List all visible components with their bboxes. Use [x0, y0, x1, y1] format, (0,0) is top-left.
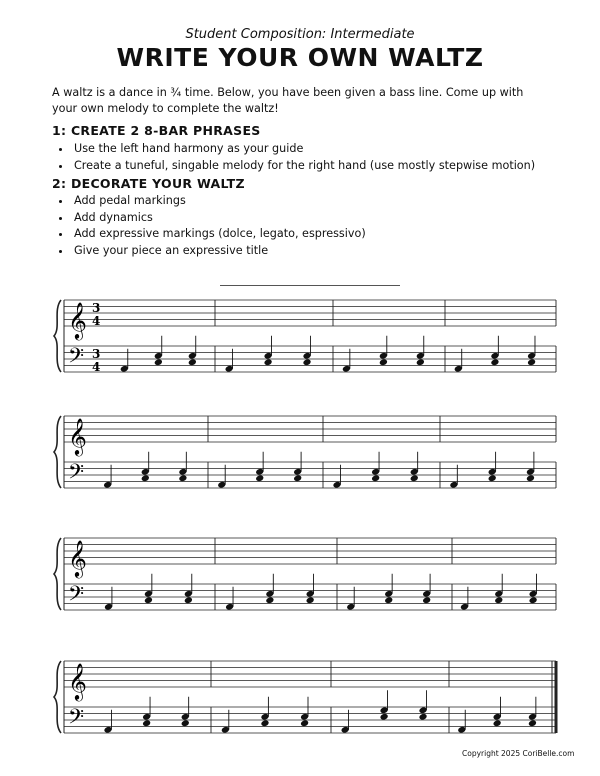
bass-clef-icon: 𝄢	[68, 459, 85, 489]
note-head	[528, 719, 537, 727]
list-item: • Create a tuneful, singable melody for the right hand (use mostly stepwise motion)	[72, 158, 535, 175]
note-head	[494, 596, 503, 604]
note-head	[260, 719, 269, 727]
note-head	[303, 358, 312, 366]
copyright: Copyright 2025 CoriBelle.com	[462, 749, 575, 758]
note-head	[493, 719, 502, 727]
list-item: • Add dynamics	[72, 210, 366, 227]
note-head	[527, 358, 536, 366]
treble-clef-icon: 𝄞	[68, 662, 87, 700]
note-head	[416, 358, 425, 366]
bass-clef-icon: 𝄢	[68, 581, 85, 611]
section-2-heading: 2: DECORATE YOUR WALTZ	[52, 176, 245, 191]
note-head	[380, 713, 389, 721]
note-head	[178, 474, 187, 482]
brace-icon	[54, 416, 61, 488]
note-head	[488, 474, 497, 482]
time-signature: 3	[92, 301, 101, 315]
intro-text: A waltz is a dance in ¾ time. Below, you have been given a bass line. Come up with your own melody to complete the waltz!	[52, 86, 524, 115]
brace-icon	[54, 661, 61, 733]
time-signature: 4	[92, 314, 101, 328]
list-item: • Add expressive markings (dolce, legato, espressivo)	[72, 226, 366, 243]
bass-clef-icon: 𝄢	[68, 704, 85, 734]
list-item: • Add pedal markings	[72, 193, 366, 210]
page-title: WRITE YOUR OWN WALTZ	[116, 43, 484, 72]
time-signature: 3	[92, 347, 101, 361]
list-item: • Give your piece an expressive title	[72, 243, 366, 260]
list-item: • Use the left hand harmony as your guide	[72, 141, 535, 158]
note-head	[379, 358, 388, 366]
note-head	[265, 596, 274, 604]
note-head	[142, 719, 151, 727]
note-head	[188, 358, 197, 366]
subtitle: Student Composition: Intermediate	[185, 27, 415, 42]
section-1-heading: 1: CREATE 2 8-BAR PHRASES	[52, 123, 261, 138]
note-head	[419, 713, 428, 721]
note-head	[181, 719, 190, 727]
note-head	[264, 358, 273, 366]
note-head	[184, 596, 193, 604]
brace-icon	[54, 300, 61, 372]
note-head	[490, 358, 499, 366]
treble-clef-icon: 𝄞	[68, 301, 87, 339]
note-head	[422, 596, 431, 604]
note-head	[255, 474, 264, 482]
treble-clef-icon: 𝄞	[68, 539, 87, 577]
note-head	[154, 358, 163, 366]
note-head	[144, 596, 153, 604]
note-head	[529, 596, 538, 604]
note-head	[293, 474, 302, 482]
bass-clef-icon: 𝄢	[68, 343, 85, 373]
note-head	[410, 474, 419, 482]
final-barline	[555, 661, 558, 733]
note-head	[384, 596, 393, 604]
note-head	[306, 596, 315, 604]
brace-icon	[54, 538, 61, 610]
time-signature: 4	[92, 360, 101, 374]
treble-clef-icon: 𝄞	[68, 417, 87, 455]
note-head	[371, 474, 380, 482]
note-head	[526, 474, 535, 482]
note-head	[141, 474, 150, 482]
note-head	[300, 719, 309, 727]
